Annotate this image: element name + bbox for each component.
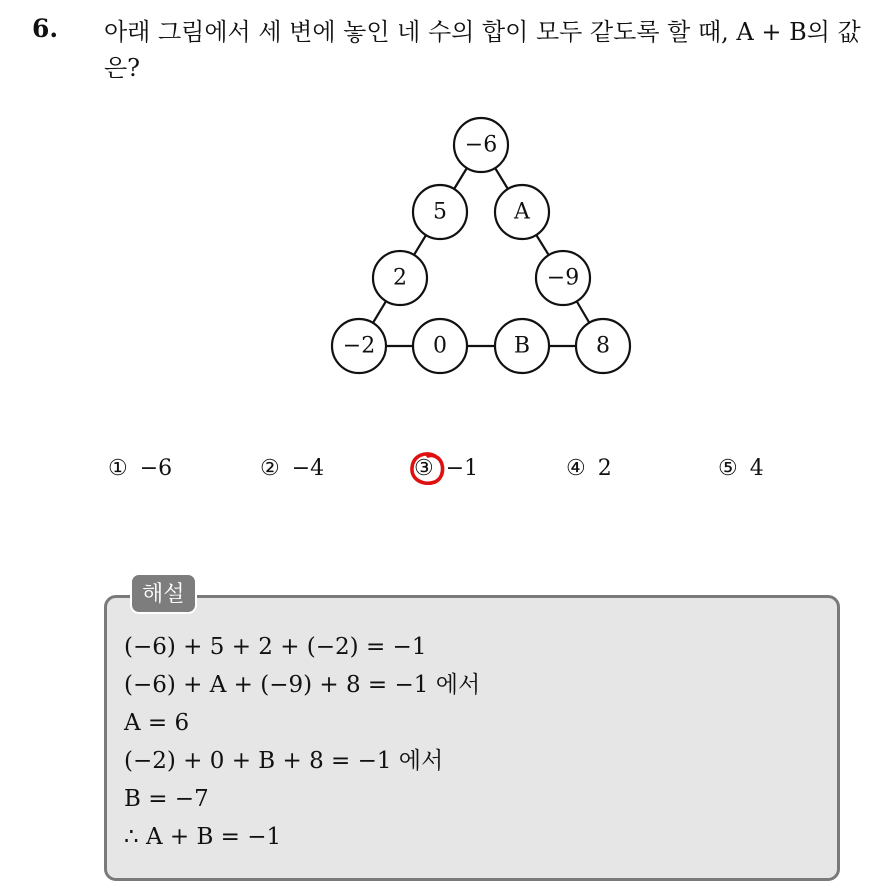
- triangle-edges: [359, 145, 603, 346]
- node-right-1-label: A: [514, 199, 530, 225]
- choice-3[interactable]: [414, 456, 478, 481]
- choice-1-mark: ①: [108, 456, 128, 481]
- question-number: 6.: [32, 14, 59, 43]
- choice-5-mark: ⑤: [718, 456, 738, 481]
- choice-1-value: −6: [139, 456, 173, 481]
- node-left-1-label: 5: [433, 199, 447, 225]
- choice-5[interactable]: [718, 456, 764, 481]
- solution-lines: [124, 628, 824, 856]
- answer-choices: [108, 456, 788, 492]
- triangle-diagram: [320, 110, 640, 380]
- solution-line-5: B = −7: [124, 786, 209, 812]
- choice-4-value: 2: [597, 456, 612, 481]
- choice-1[interactable]: [108, 456, 172, 481]
- solution-line-1: (−6) + 5 + 2 + (−2) = −1: [124, 634, 427, 660]
- choice-2-value: −4: [291, 456, 325, 481]
- node-bottom-right-label: 8: [596, 333, 610, 359]
- choice-4-mark: ④: [566, 456, 586, 481]
- node-right-2-label: −9: [546, 265, 580, 291]
- choice-3-value: −1: [445, 456, 479, 481]
- node-top-label: −6: [464, 132, 498, 158]
- solution-line-3: A = 6: [124, 710, 190, 736]
- choice-2-mark: ②: [260, 456, 280, 481]
- node-bottom-left-label: −2: [342, 333, 376, 359]
- choice-5-value: 4: [749, 456, 764, 481]
- node-bottom-3-label: B: [513, 333, 531, 359]
- node-left-2-label: 2: [393, 265, 407, 291]
- solution-badge: 해설: [130, 573, 197, 614]
- choice-4[interactable]: [566, 456, 612, 481]
- node-bottom-2-label: 0: [433, 333, 447, 359]
- solution-line-6: ∴ A + B = −1: [124, 824, 282, 850]
- question-text: 아래 그림에서 세 변에 놓인 네 수의 합이 모두 같도록 할 때, A + B의 값은?: [104, 18, 861, 82]
- solution-line-4: (−2) + 0 + B + 8 = −1 에서: [124, 748, 444, 774]
- solution-line-2: (−6) + A + (−9) + 8 = −1 에서: [124, 672, 481, 698]
- choice-3-mark: ③: [414, 456, 434, 481]
- choice-2[interactable]: [260, 456, 324, 481]
